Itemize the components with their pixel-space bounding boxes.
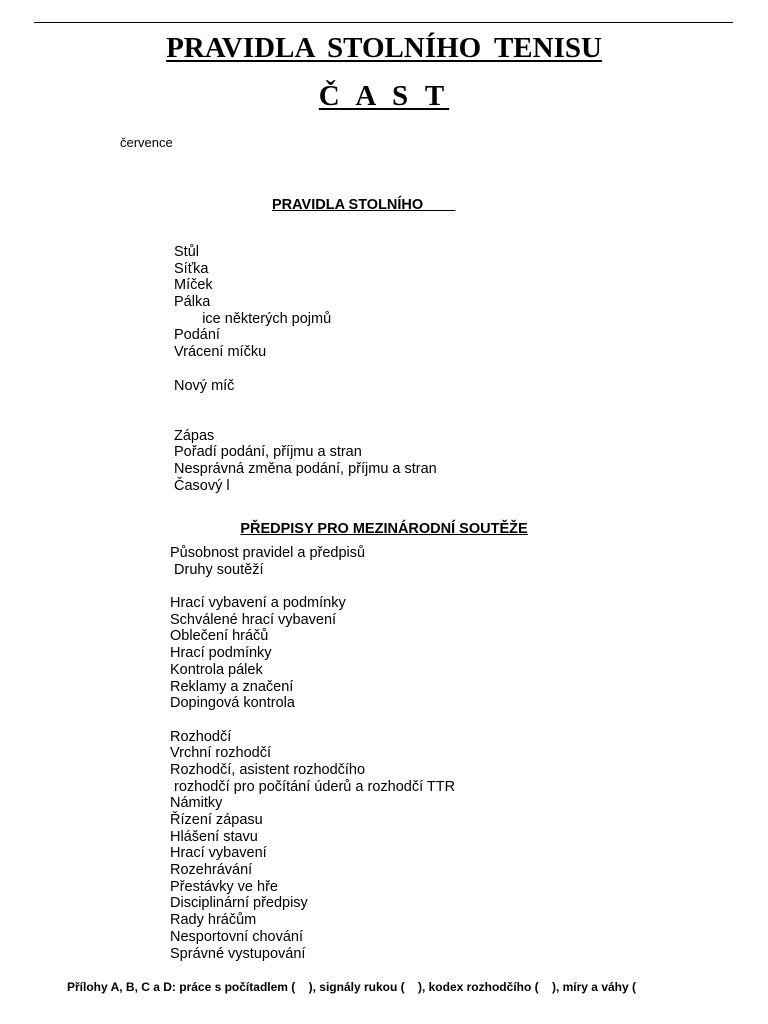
list-item: Hrací vybavení <box>170 845 267 862</box>
section1-list <box>174 244 437 494</box>
list-item: Druhy soutěží <box>170 561 264 578</box>
list-item: Vrchní rozhodčí <box>170 745 272 762</box>
list-item: Nesportovní chování <box>170 928 303 945</box>
list-item: Vrácení míčku <box>174 344 267 361</box>
list-item: Řízení zápasu <box>170 812 263 828</box>
document-date: července <box>120 135 173 150</box>
list-item: Reklamy a značení <box>170 678 294 695</box>
list-item: Hlášení stavu <box>170 828 258 845</box>
list-item: Pořadí podání, příjmu a stran <box>174 444 362 461</box>
section2-list <box>170 545 455 962</box>
list-item: rozhodčí pro počítání úderů a rozhodčí TTR <box>170 778 456 795</box>
list-item: Rady hráčům <box>170 912 257 929</box>
list-item: Hrací podmínky <box>170 645 272 662</box>
list-item: Síťka <box>174 260 209 277</box>
list-item: Přestávky ve hře <box>170 878 278 895</box>
list-item <box>174 394 437 411</box>
list-item: Působnost pravidel a předpisů <box>170 545 366 561</box>
list-item <box>174 361 437 378</box>
list-item: Dopingová kontrola <box>170 695 295 712</box>
section1-heading: PRAVIDLA STOLNÍHO <box>272 197 456 213</box>
document-title: PRAVIDLA STOLNÍHO TENISU <box>166 32 602 64</box>
list-item: Námitky <box>170 795 223 812</box>
list-item: Zápas <box>174 427 215 444</box>
list-item: Hrací vybavení a podmínky <box>170 595 346 612</box>
list-item: Oblečení hráčů <box>170 628 269 645</box>
list-item: ice některých pojmů <box>174 310 332 327</box>
list-item: Správné vystupování <box>170 945 306 962</box>
list-item: Míček <box>174 277 213 294</box>
list-item <box>170 578 455 595</box>
list-item: Rozehrávání <box>170 862 253 879</box>
list-item <box>174 411 437 428</box>
list-item: Schválené hrací vybavení <box>170 611 337 628</box>
list-item: Pálka <box>174 294 211 311</box>
list-item: Disciplinární předpisy <box>170 895 308 912</box>
list-item: Kontrola pálek <box>170 661 263 678</box>
list-item: Rozhodčí, asistent rozhodčího <box>170 761 366 778</box>
list-item: Stůl <box>174 244 199 260</box>
list-item: Nesprávná změna podání, příjmu a stran <box>174 460 437 477</box>
list-item: Rozhodčí <box>170 728 232 745</box>
document-part: Č A S T <box>318 80 450 112</box>
top-rule <box>34 22 733 23</box>
list-item: Podání <box>174 327 220 344</box>
section2-heading: PŘEDPISY PRO MEZINÁRODNÍ SOUTĚŽE <box>240 521 528 537</box>
list-item <box>170 712 455 729</box>
list-item: Časový l <box>174 477 230 494</box>
list-item: Nový míč <box>174 377 235 394</box>
footer-appendices: Přílohy A, B, C a D: práce s počítadlem ( ), signály rukou ( ), kodex rozhodčího ( ), míry a váhy ( <box>67 980 636 994</box>
